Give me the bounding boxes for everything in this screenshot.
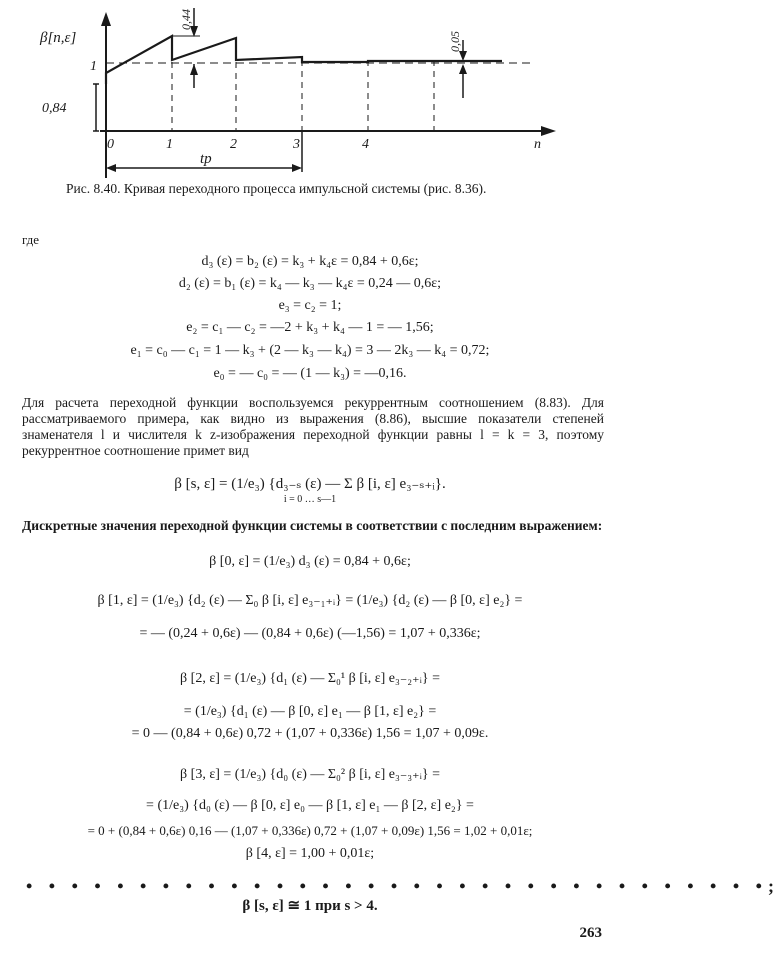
eq-d2: d₂ (ε) = b₁ (ε) = k₄ — k₃ — k₄ε = 0,24 — 0,6ε; [178, 276, 442, 291]
x-axis-arrow [541, 126, 556, 136]
eq-beta0: β [0, ε] = (1/e₃) d₃ (ε) = 0,84 + 0,6ε; [209, 554, 411, 569]
y-axis-arrow [101, 12, 111, 26]
eq-final: β [s, ε] ≅ 1 при s > 4. [242, 898, 378, 914]
eq-e1: e₁ = c₀ — c₁ = 1 — k₃ + (2 — k₃ — k₄) = 3 — 2k₃ — k₄ = 0,72; [130, 343, 490, 358]
eq-e2: e₂ = c₁ — c₂ = —2 + k₃ + k₄ — 1 = — 1,56; [186, 320, 434, 335]
x-tick-1: 1 [166, 137, 173, 152]
y-tick-1: 1 [90, 59, 97, 74]
dotted-separator: • • • • • • • • • • • • • • • • • • • • • • • • • • • • • • • • •; [26, 876, 780, 896]
transient-curve-figure [0, 0, 620, 180]
page-number: 263 [579, 925, 602, 941]
x-tick-0: 0 [107, 137, 114, 152]
paragraph-discrete-values: Дискретные значения переходной функции системы в соответствии с последним выражением: [22, 518, 603, 533]
eq-beta1-result: = — (0,24 + 0,6ε) — (0,84 + 0,6ε) (—1,56) = 1,07 + 0,336ε; [139, 626, 481, 641]
annot-005: 0,05 [448, 31, 462, 52]
figure-caption: Рис. 8.40. Кривая переходного процесса импульсной системы (рис. 8.36). [66, 181, 487, 196]
y-axis-label: β[n,ε] [40, 30, 77, 46]
eq-e3: e₃ = c₂ = 1; [278, 298, 342, 313]
eq-beta3-expand: = (1/e₃) {d₀ (ε) — β [0, ε] e₀ — β [1, ε] e₁ — β [2, ε] e₂} = [146, 798, 474, 813]
eq-d3: d₃ (ε) = b₂ (ε) = k₃ + k₄ε = 0,84 + 0,6ε; [201, 254, 419, 269]
x-tick-3: 3 [293, 137, 300, 152]
where-word: где [22, 232, 40, 247]
x-axis-label: n [534, 137, 541, 152]
eq-recurrence-limits: i = 0 … s—1 [283, 494, 337, 505]
eq-beta3: β [3, ε] = (1/e₃) {d₀ (ε) — Σ₀² β [i, ε] e₃₋₃₊ᵢ} = [180, 767, 440, 782]
eq-beta4: β [4, ε] = 1,00 + 0,01ε; [245, 846, 375, 861]
paragraph-recurrence-intro: Для расчета переходной функции воспользуемся рекуррентным соотношением (8.83). Для рассматриваемого примера, как видно из выражения (8.86), высшие показатели степеней знаменателя l и числителя k z-изображения переходной функции равны l = k = 3, поэтому рекуррентное соотношение примет вид [22, 395, 604, 458]
eq-e0: e₀ = — c₀ = — (1 — k₃) = —0,16. [213, 366, 407, 381]
transient-curve [106, 36, 502, 84]
eq-beta2-expand: = (1/e₃) {d₁ (ε) — β [0, ε] e₁ — β [1, ε] e₂} = [183, 704, 437, 719]
eq-beta3-result: = 0 + (0,84 + 0,6ε) 0,16 — (1,07 + 0,336ε) 0,72 + (1,07 + 0,09ε) 1,56 = 1,02 + 0,01ε; [87, 823, 533, 838]
eq-beta2-result: = 0 — (0,84 + 0,6ε) 0,72 + (1,07 + 0,336ε) 1,56 = 1,07 + 0,09ε. [131, 726, 489, 741]
x-tick-2: 2 [230, 137, 237, 152]
eq-beta1: β [1, ε] = (1/e₃) {d₂ (ε) — Σ₀ β [i, ε] e₃₋₁₊ᵢ} = (1/e₃) {d₂ (ε) — β [0, ε] e₂} = [97, 593, 523, 608]
eq-beta2: β [2, ε] = (1/e₃) {d₁ (ε) — Σ₀¹ β [i, ε] e₃₋₂₊ᵢ} = [180, 671, 440, 686]
annot-044: 0,44 [179, 9, 193, 30]
y-tick-084: 0,84 [42, 101, 67, 116]
x-tick-4: 4 [362, 137, 369, 152]
tp-label: tp [200, 151, 212, 167]
eq-recurrence: β [s, ε] = (1/e₃) {d₃₋ₛ (ε) — Σ β [i, ε] e₃₋ₛ₊ᵢ}. [174, 476, 446, 492]
